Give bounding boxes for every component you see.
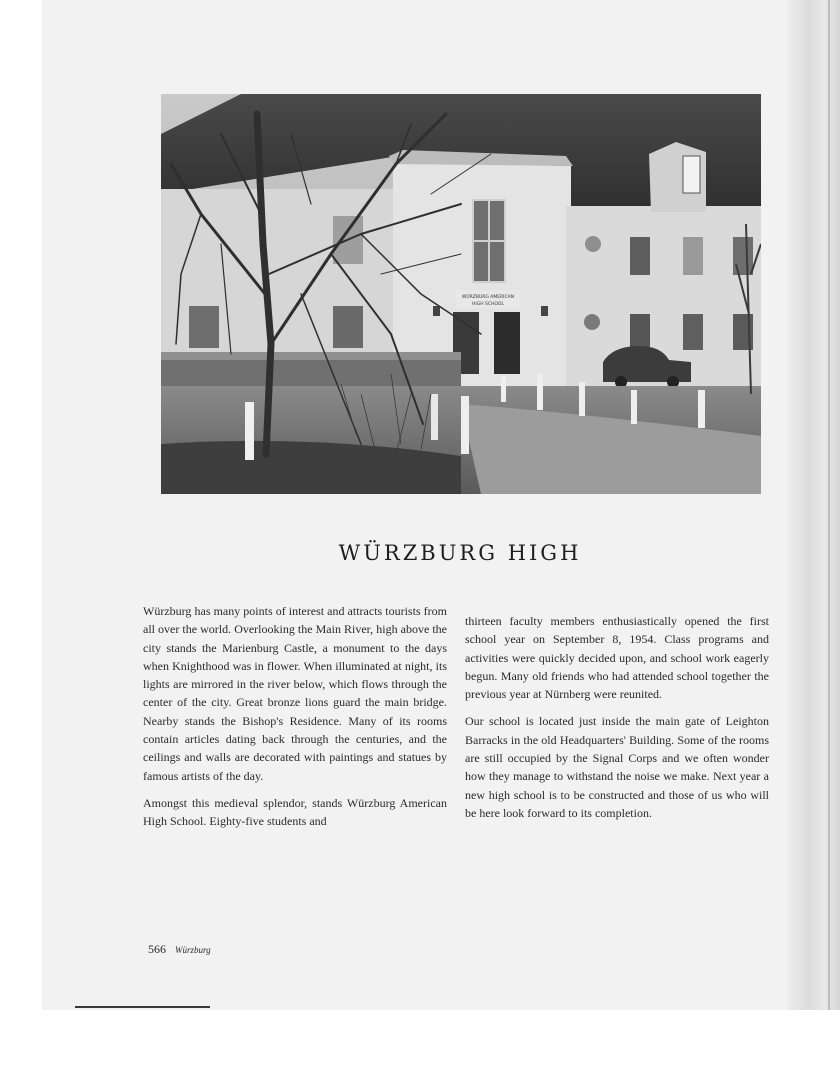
school-building-photo — [161, 94, 761, 494]
page-edge-line — [828, 0, 830, 1010]
page-number: 566 — [148, 942, 166, 956]
section-label: Würzburg — [175, 945, 211, 955]
scan-bottom-margin — [42, 1010, 840, 1087]
building-sign-line2: HIGH SCHOOL — [472, 302, 504, 307]
paragraph: Amongst this medieval splendor, stands Würzburg American High School. Eighty-five students and — [143, 795, 447, 829]
paragraph: thirteen faculty members enthusiastically opened the first school year on September 8, 1954. Class programs and activities were quickly decided upon, and school work eagerly begun. Many old friends who had attended school together the previous year at Nürnberg were reunited. — [465, 614, 769, 702]
paragraph: Our school is located just inside the main gate of Leighton Barracks in the old Headquarters' Building. Some of the rooms are still occupied by the Signal Corps and we often wonder how they manage to withstand the noise we make. Next year a new high school is to be constructed and those of us who will be here look forward to its completion. — [465, 714, 769, 820]
paragraph: Würzburg has many points of interest and attracts tourists from all over the world. Overlooking the Main River, high above the city stands the Marienburg Castle, a monument to the days when Knighthood was in flower. When illuminated at night, its lights are mirrored in the river below, which flows through the center of the city. Great bronze lions guard the main bridge. Nearby stands the Bishop's Residence. Many of its rooms contain articles dating back through the centuries, and the ceilings and walls are decorated with paintings and statues by famous artists of the day. — [143, 604, 447, 783]
bottom-rule — [75, 1006, 210, 1008]
left-column — [143, 602, 447, 840]
page-edge-shadow — [788, 0, 840, 1010]
right-column — [465, 612, 769, 831]
scan-left-margin — [0, 0, 42, 1087]
page-footer — [148, 942, 211, 957]
page-title: WÜRZBURG HIGH — [338, 541, 582, 565]
building-sign-line1: WÜRZBURG AMERICAN — [461, 295, 515, 300]
